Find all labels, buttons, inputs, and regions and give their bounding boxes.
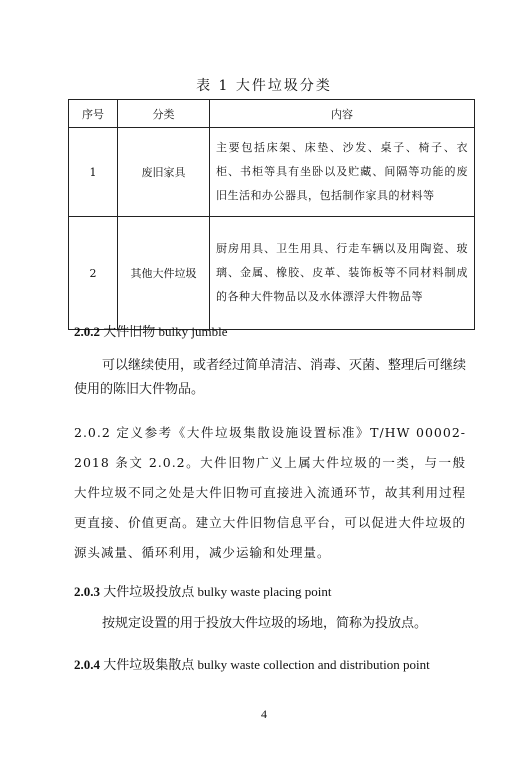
section-heading-2-0-4	[74, 648, 466, 682]
section-heading-2-0-3	[74, 582, 466, 602]
section-number: 2.0.2	[74, 324, 100, 339]
table-row	[69, 128, 475, 217]
row-content: 厨房用具、卫生用具、行走车辆以及用陶瓷、玻璃、金属、橡胶、皮革、装饰板等不同材料制成的各种大件物品以及水体漂浮大件物品等	[210, 217, 475, 330]
table-caption: 表 1 大件垃圾分类	[196, 78, 332, 94]
page-number: 4	[261, 707, 267, 721]
term-chinese: 大件垃圾集散点	[103, 657, 195, 672]
term-definition: 按规定设置的用于投放大件垃圾的场地，简称为投放点。	[102, 616, 428, 631]
term-chinese: 大件垃圾投放点	[103, 584, 195, 599]
section-number: 2.0.4	[74, 657, 100, 672]
term-definition: 可以继续使用，或者经过简单清洁、消毒、灭菌、整理后可继续使用的陈旧大件物品。	[74, 358, 467, 397]
column-header-content: 内容	[210, 100, 475, 128]
term-chinese: 大件旧物	[103, 324, 156, 339]
column-header-number: 序号	[69, 100, 118, 128]
row-category: 其他大件垃圾	[118, 217, 210, 330]
section-number: 2.0.3	[74, 584, 100, 599]
term-english: bulky waste placing point	[197, 584, 332, 599]
note-label: 2.0.2	[74, 425, 111, 440]
table-header-row	[69, 100, 475, 128]
row-number: 1	[69, 128, 118, 217]
row-number: 2	[69, 217, 118, 330]
classification-table	[68, 99, 475, 330]
table-row	[69, 217, 475, 330]
note-text: 定义参考《大件垃圾集散设施设置标准》T/HW 00002-2018 条文 2.0.2。大件旧物广义上属大件垃圾的一类，与一般大件垃圾不同之处是大件旧物可直接进入流通环节，故其利用过程更直接、价值更高。建立大件旧物信息平台，可以促进大件垃圾的源头减量、循环利用，减少运输和处理量。	[74, 425, 466, 560]
row-content: 主要包括床架、床垫、沙发、桌子、椅子、衣柜、书柜等具有坐卧以及贮藏、间隔等功能的废旧生活和办公器具，包括制作家具的材料等	[210, 128, 475, 217]
row-category: 废旧家具	[118, 128, 210, 217]
term-english: bulky jumble	[158, 324, 228, 339]
section-heading-2-0-2	[74, 322, 466, 342]
column-header-category: 分类	[118, 100, 210, 128]
term-english: bulky waste collection and distribution point	[197, 657, 430, 672]
explanatory-note	[74, 418, 466, 568]
